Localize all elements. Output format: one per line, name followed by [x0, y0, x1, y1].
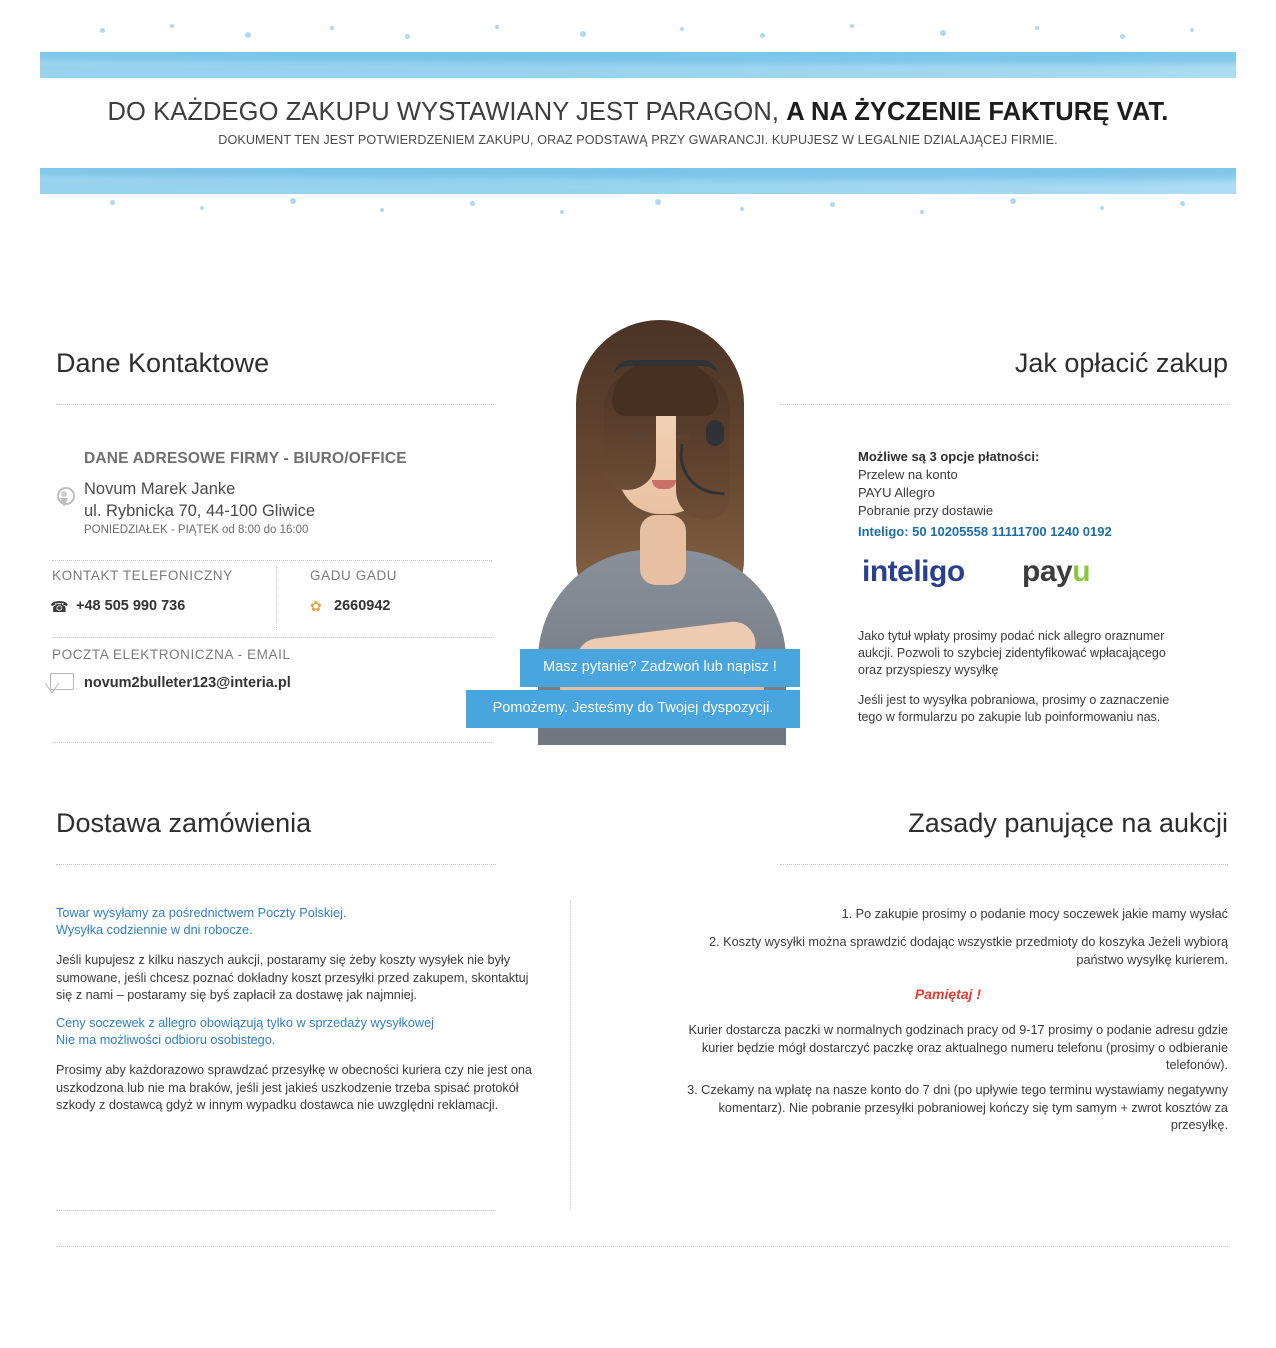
banner-headline-bold: A NA ŻYCZENIE FAKTURĘ VAT.	[786, 98, 1169, 126]
rule-item-3: 3. Czekamy na wpłatę na nasze konto do 7 dni (po upływie tego terminu wystawiamy negatywny komentarz). Nie pobranie przesyłki pobraniowej kończy się tym samym + zwrot kosztów za przesyłkę.	[687, 1083, 1228, 1132]
payment-option-1: Przelew na konto	[858, 467, 958, 482]
page-title-delivery: Dostawa zamówienia	[56, 808, 312, 838]
divider-payment	[780, 404, 1228, 405]
phone-icon: ☎	[50, 599, 69, 616]
gadu-gadu-label: GADU GADU	[310, 568, 398, 583]
payment-title-note: Jako tytuł wpłaty prosimy podać nick allegro oraznumer aukcji. Pozwoli to szybciej zidentyfikować wpłacającego oraz przyspieszy wysyłkę	[858, 629, 1166, 677]
company-street-address: ul. Rybnicka 70, 44-100 Gliwice	[84, 502, 316, 520]
headset-icon	[706, 420, 724, 446]
divider-contact	[56, 404, 496, 405]
delivery-highlight-1: Towar wysyłamy za pośrednictwem Poczty Polskiej.	[56, 906, 347, 920]
courier-note: Kurier dostarcza paczki w normalnych godzinach pracy od 9-17 prosimy o podanie adresu gdzie kurier będzie mógł dostarczyć paczkę oraz aktualnego numeru telefonu (prosimy o odbieranie telefonów).	[688, 1023, 1228, 1072]
payment-options-header: Możliwe są 3 opcje płatności:	[858, 449, 1040, 464]
email-label: POCZTA ELEKTRONICZNA - EMAIL	[52, 647, 291, 662]
payu-logo-text: pay	[1022, 555, 1073, 588]
company-address-header: DANE ADRESOWE FIRMY - BIURO/OFFICE	[84, 450, 407, 467]
divider-phone	[52, 560, 492, 561]
page-title-payment: Jak opłacić zakup	[1014, 348, 1228, 378]
splash-graphic-bottom	[40, 160, 1236, 220]
company-opening-hours: PONIEDZIAŁEK - PIĄTEK od 8:00 do 16:00	[84, 524, 309, 536]
divider-phone-gg	[276, 566, 277, 630]
divider-footer-full	[56, 1246, 1228, 1247]
payment-cod-note: Jeśli jest to wysyłka pobraniowa, prosimy o zaznaczenie tego w formularzu po zakupie lub poinformowaniu nas.	[858, 693, 1170, 724]
rule-item-1: 1. Po zakupie prosimy o podanie mocy soczewek jakie mamy wysłać	[841, 907, 1228, 921]
company-name: Novum Marek Janke	[84, 480, 236, 498]
divider-contact-bottom	[52, 742, 492, 743]
rule-item-2: 2. Koszty wysyłki można sprawdzić dodając wszystkie przedmioty do koszyka Jeżeli wybiorą państwo wysyłkę kurierem.	[709, 935, 1228, 967]
delivery-highlight-2: Wysyłka codziennie w dni robocze.	[56, 923, 253, 937]
delivery-highlight-3: Ceny soczewek z allegro obowiązują tylko w sprzedaży wysyłkowej	[56, 1016, 434, 1030]
bank-account-number: Inteligo: 50 10205558 11111700 1240 0192	[858, 524, 1112, 539]
gadu-gadu-value[interactable]: 2660942	[334, 598, 391, 614]
divider-footer-left	[56, 1210, 496, 1211]
divider-rules	[780, 864, 1228, 865]
payment-option-3: Pobranie przy dostawie	[858, 503, 994, 518]
divider-columns	[570, 900, 571, 1210]
banner-text	[0, 98, 1276, 147]
splash-graphic-top	[40, 22, 1236, 82]
inteligo-logo: inteligo	[862, 555, 965, 588]
divider-email	[52, 637, 492, 638]
remember-heading: Pamiętaj !	[914, 986, 982, 1002]
email-value[interactable]: novum2bulleter123@interia.pl	[84, 675, 291, 691]
payu-logo	[1022, 555, 1090, 589]
banner-subline: DOKUMENT TEN JEST POTWIERDZENIEM ZAKUPU, ORAZ PODSTAWĄ PRZY GWARANCJI. KUPUJESZ W LEGALNIE DZIALAJĄCEJ FIRMIE.	[218, 133, 1058, 147]
envelope-icon	[50, 673, 74, 690]
phone-value[interactable]: +48 505 990 736	[76, 598, 186, 614]
payment-option-2: PAYU Allegro	[858, 485, 935, 500]
water-banner	[0, 0, 1276, 230]
phone-label: KONTAKT TELEFONICZNY	[52, 568, 233, 583]
page-title-rules: Zasady panujące na aukcji	[908, 808, 1228, 838]
location-pin-icon	[56, 487, 72, 509]
delivery-paragraph-1: Jeśli kupujesz z kilku naszych aukcji, postaramy się żeby koszty wysyłek nie były sumowane, jeśli chcesz poznać dokładny koszt przesyłki przed zakupem, skontaktuj się z nami – postaramy się byś zapłacił za dostawę jak najmniej.	[56, 953, 529, 1002]
divider-delivery	[56, 864, 496, 865]
delivery-paragraph-2: Prosimy aby każdorazowo sprawdzać przesyłkę w obecności kuriera czy nie jest ona uszkodzona lub nie ma braków, jeśli jest jakieś uszkodzenie trzeba spisać protokół szkody z dostawcą gdyż w innym wypadku dostawca nie uwzględni reklamacji.	[56, 1063, 532, 1112]
page-title-contact: Dane Kontaktowe	[56, 348, 270, 378]
banner-headline-normal: DO KAŻDEGO ZAKUPU WYSTAWIANY JEST PARAGON,	[107, 98, 787, 126]
chat-bubble-help: Pomożemy. Jesteśmy do Twojej dyspozycji.	[466, 690, 800, 728]
chat-bubble-question: Masz pytanie? Zadzwoń lub napisz !	[520, 649, 800, 687]
delivery-highlight-4: Nie ma możliwości odbioru osobistego.	[56, 1033, 276, 1047]
payu-logo-accent: u	[1072, 555, 1091, 588]
gadu-gadu-icon: ✿	[310, 598, 322, 614]
